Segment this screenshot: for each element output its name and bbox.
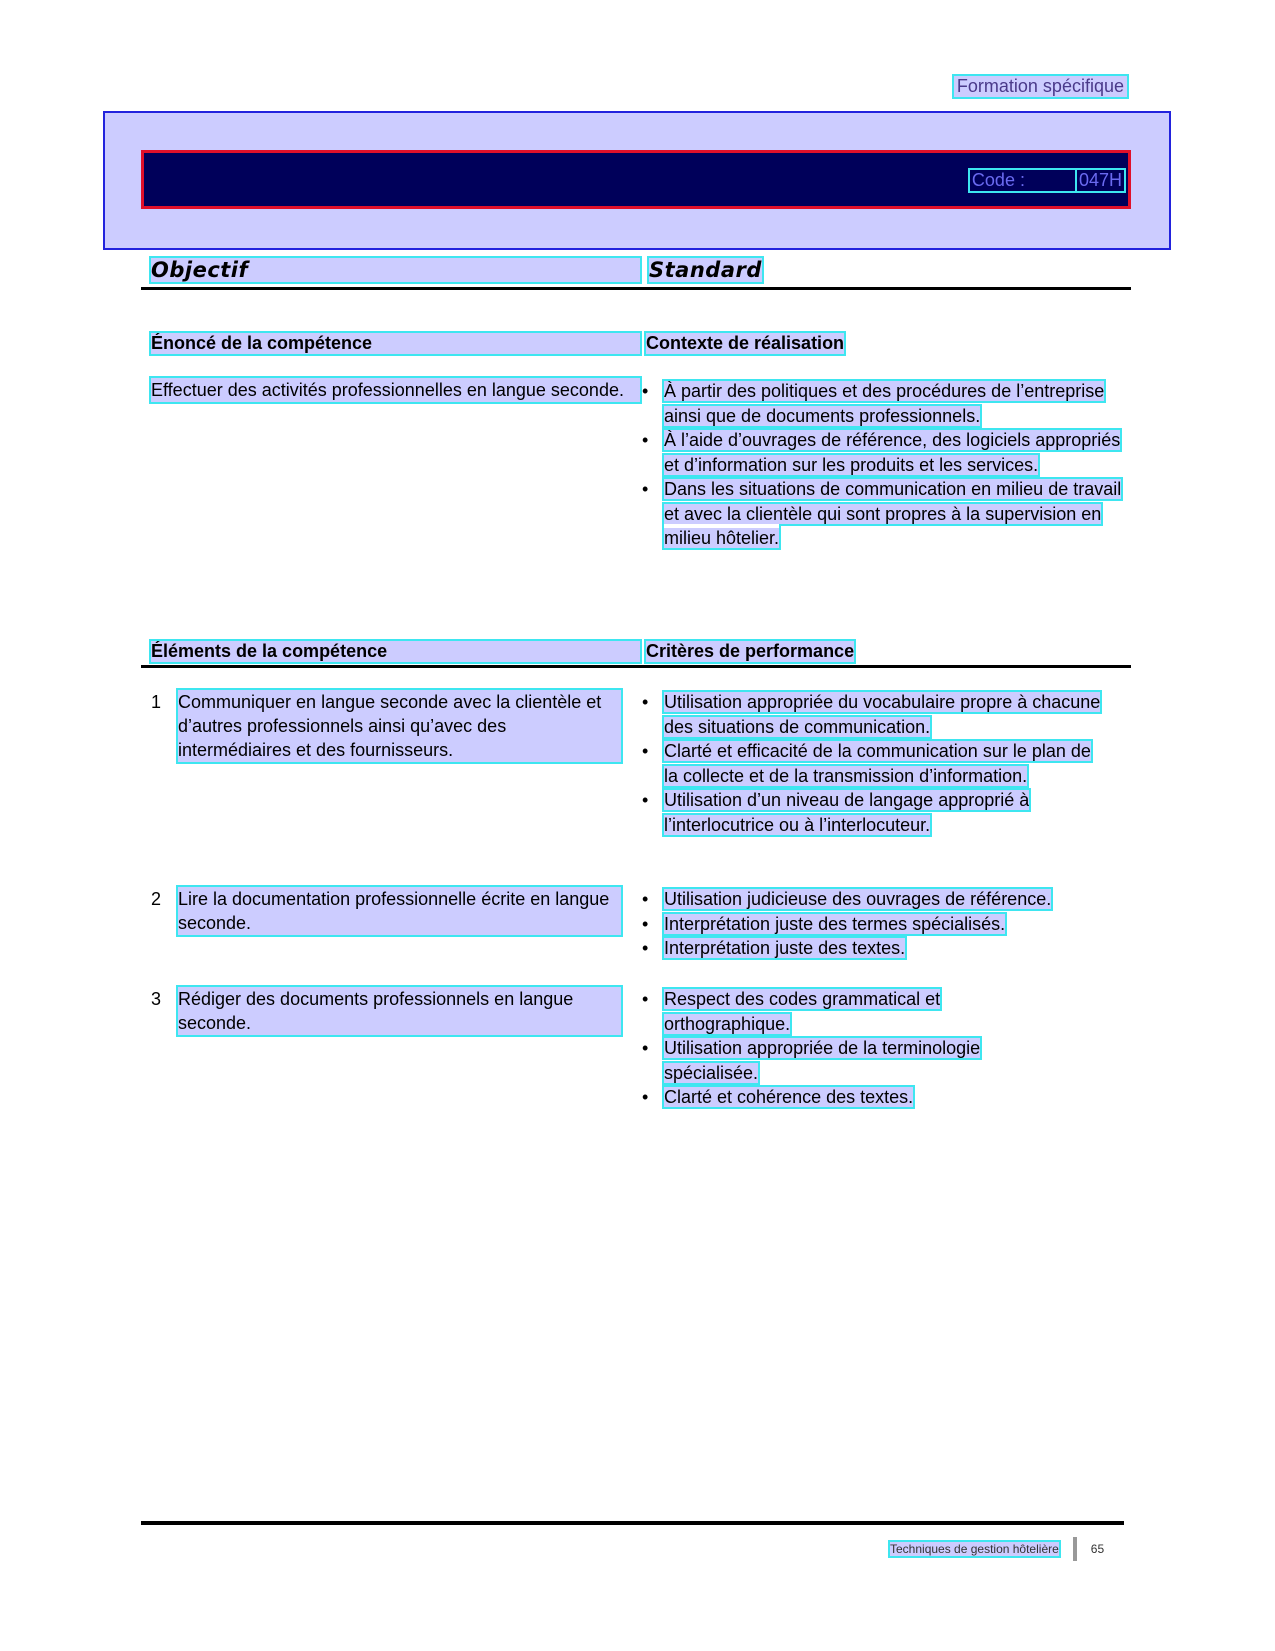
footer-rule — [141, 1521, 1124, 1525]
standard-heading: Standard — [649, 258, 762, 282]
element-1 — [151, 690, 621, 762]
list-item: • Clarté et efficacité de la communication sur le plan de la collecte et de la transmission d’information. — [642, 739, 1108, 788]
list-item: • À partir des politiques et des procédures de l’entreprise ainsi que de documents professionnels. — [642, 379, 1130, 428]
element-number: 2 — [151, 889, 162, 909]
criteria-list-1 — [642, 690, 1108, 837]
list-item: • Interprétation juste des termes spécialisés. — [642, 912, 1122, 937]
code-value: 047H — [1078, 170, 1122, 190]
element-3 — [151, 987, 621, 1035]
element-text: Rédiger des documents professionnels en langue seconde. — [178, 987, 621, 1035]
list-item: • Utilisation appropriée de la terminologie spécialisée. — [642, 1036, 1002, 1085]
criteria-list-2 — [642, 887, 1122, 961]
elements-title: Éléments de la compétence — [151, 641, 640, 662]
statement-title: Énoncé de la compétence — [151, 333, 640, 354]
code-bar — [141, 150, 1131, 209]
statement-text: Effectuer des activités professionnelles en langue seconde. — [151, 378, 640, 402]
list-item: • Utilisation d’un niveau de langage approprié à l’interlocutrice ou à l’interlocuteur. — [642, 788, 1108, 837]
list-item: • Interprétation juste des textes. — [642, 936, 1122, 961]
list-item: • Respect des codes grammatical et orthographique. — [642, 987, 1002, 1036]
page-number: 65 — [1090, 1542, 1105, 1556]
footer-program: Techniques de gestion hôtelière — [890, 1542, 1059, 1556]
footer-divider — [1073, 1537, 1077, 1561]
code-block — [970, 170, 1124, 191]
heading-rule — [141, 287, 1131, 290]
objective-heading: Objectif — [151, 258, 640, 282]
element-number: 3 — [151, 989, 162, 1009]
context-title: Contexte de réalisation — [646, 333, 845, 353]
list-item: • Clarté et cohérence des textes. — [642, 1085, 1002, 1110]
element-text: Communiquer en langue seconde avec la clientèle et d’autres professionnels ainsi qu’avec des intermédiaires et des fournisseurs. — [178, 690, 621, 762]
element-number: 1 — [151, 692, 162, 712]
criteria-title: Critères de performance — [646, 641, 855, 661]
list-item: • Utilisation judicieuse des ouvrages de référence. — [642, 887, 1122, 912]
element-2 — [151, 887, 621, 935]
list-item: • Dans les situations de communication en milieu de travail et avec la clientèle qui sont propres à la supervision en milieu hôtelier. — [642, 477, 1130, 551]
elements-rule — [141, 665, 1131, 668]
section-label: Formation spécifique — [954, 76, 1127, 97]
element-text: Lire la documentation professionnelle écrite en langue seconde. — [178, 887, 621, 935]
criteria-list-3 — [642, 987, 1002, 1110]
code-label: Code : — [971, 170, 1025, 190]
context-list — [642, 379, 1130, 551]
footer — [890, 1537, 1104, 1561]
list-item: • Utilisation appropriée du vocabulaire propre à chacune des situations de communication. — [642, 690, 1108, 739]
code-separator — [1027, 170, 1077, 191]
list-item: • À l’aide d’ouvrages de référence, des logiciels appropriés et d’information sur les produits et les services. — [642, 428, 1130, 477]
